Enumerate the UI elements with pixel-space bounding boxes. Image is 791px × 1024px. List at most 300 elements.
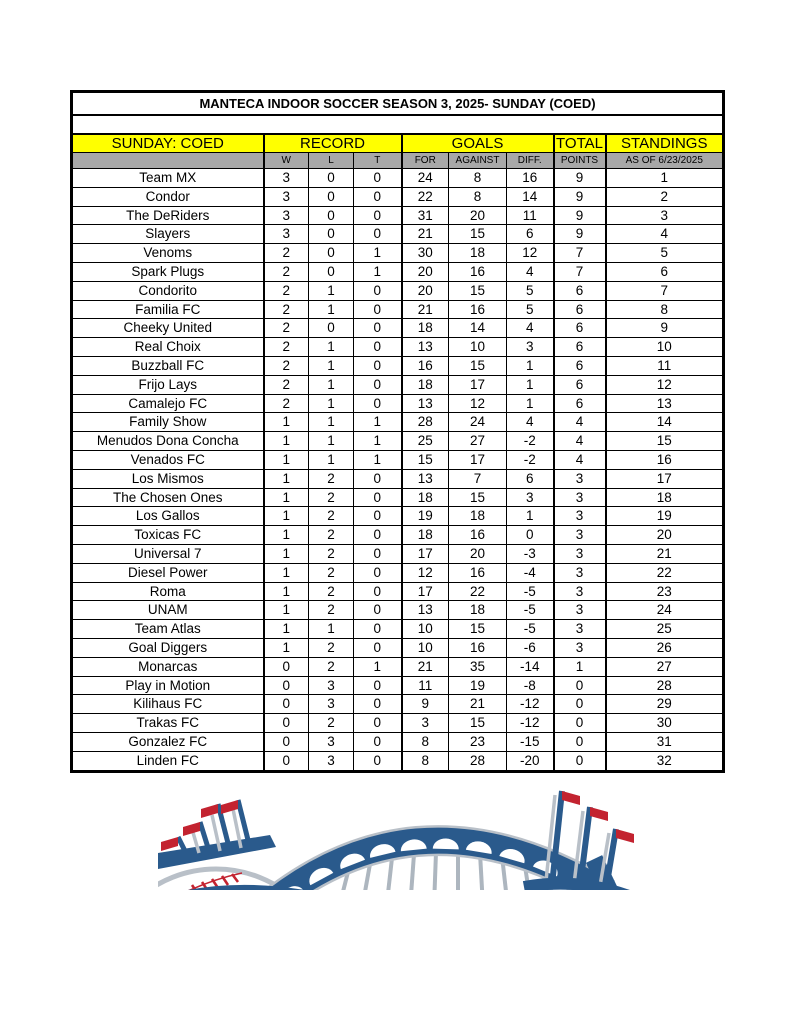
wins-cell: 2 <box>264 244 309 263</box>
losses-cell: 3 <box>309 695 354 714</box>
goals-against-cell: 27 <box>449 432 507 451</box>
losses-cell: 1 <box>309 300 354 319</box>
goal-diff-cell: -3 <box>507 544 554 563</box>
points-cell: 6 <box>554 338 606 357</box>
standing-cell: 20 <box>606 526 724 545</box>
team-name-cell: Family Show <box>72 413 264 432</box>
goals-against-cell: 28 <box>449 751 507 771</box>
points-cell: 3 <box>554 563 606 582</box>
wins-cell: 3 <box>264 169 309 188</box>
table-row <box>72 225 724 244</box>
points-cell: 3 <box>554 601 606 620</box>
losses-cell: 0 <box>309 244 354 263</box>
ties-cell: 0 <box>354 469 402 488</box>
goals-against-cell: 23 <box>449 732 507 751</box>
goals-for-cell: 13 <box>402 394 449 413</box>
goal-diff-cell: -5 <box>507 620 554 639</box>
wins-cell: 1 <box>264 469 309 488</box>
table-row <box>72 601 724 620</box>
wins-cell: 1 <box>264 544 309 563</box>
goals-for-cell: 17 <box>402 582 449 601</box>
standing-cell: 27 <box>606 657 724 676</box>
team-name-cell: Linden FC <box>72 751 264 771</box>
losses-cell: 0 <box>309 262 354 281</box>
table-row <box>72 319 724 338</box>
wins-cell: 1 <box>264 563 309 582</box>
losses-cell: 2 <box>309 507 354 526</box>
losses-cell: 1 <box>309 338 354 357</box>
points-cell: 6 <box>554 394 606 413</box>
standing-cell: 10 <box>606 338 724 357</box>
table-row <box>72 469 724 488</box>
goals-against-cell: 21 <box>449 695 507 714</box>
team-name-cell: Menudos Dona Concha <box>72 432 264 451</box>
standings-table <box>70 90 725 773</box>
ties-cell: 0 <box>354 300 402 319</box>
points-cell: 7 <box>554 244 606 263</box>
goals-for-cell: 12 <box>402 563 449 582</box>
losses-cell: 2 <box>309 526 354 545</box>
team-name-cell: Team MX <box>72 169 264 188</box>
ties-cell: 0 <box>354 620 402 639</box>
table-row <box>72 394 724 413</box>
table-row <box>72 356 724 375</box>
goals-for-cell: 19 <box>402 507 449 526</box>
standing-cell: 8 <box>606 300 724 319</box>
wins-cell: 2 <box>264 281 309 300</box>
standing-cell: 22 <box>606 563 724 582</box>
goals-for-cell: 31 <box>402 206 449 225</box>
table-row <box>72 676 724 695</box>
ties-cell: 1 <box>354 262 402 281</box>
as-of-date-subheader: AS OF 6/23/2025 <box>606 153 724 169</box>
ties-cell: 0 <box>354 732 402 751</box>
goals-for-cell: 21 <box>402 657 449 676</box>
points-cell: 0 <box>554 732 606 751</box>
team-name-cell: Spark Plugs <box>72 262 264 281</box>
losses-cell: 0 <box>309 225 354 244</box>
ties-cell: 0 <box>354 375 402 394</box>
goals-for-cell: 8 <box>402 732 449 751</box>
goals-for-cell: 28 <box>402 413 449 432</box>
wins-subheader: W <box>264 153 309 169</box>
goals-against-cell: 16 <box>449 526 507 545</box>
losses-cell: 2 <box>309 469 354 488</box>
goals-for-cell: 9 <box>402 695 449 714</box>
standing-cell: 12 <box>606 375 724 394</box>
ties-cell: 1 <box>354 244 402 263</box>
ties-cell: 0 <box>354 356 402 375</box>
table-row <box>72 262 724 281</box>
wins-cell: 2 <box>264 356 309 375</box>
ties-cell: 1 <box>354 413 402 432</box>
team-name-cell: Toxicas FC <box>72 526 264 545</box>
losses-cell: 1 <box>309 620 354 639</box>
points-cell: 0 <box>554 695 606 714</box>
team-name-cell: Frijo Lays <box>72 375 264 394</box>
ties-cell: 0 <box>354 169 402 188</box>
losses-cell: 1 <box>309 450 354 469</box>
losses-cell: 1 <box>309 281 354 300</box>
wins-cell: 3 <box>264 187 309 206</box>
ties-cell: 0 <box>354 507 402 526</box>
table-title-row <box>72 92 724 115</box>
losses-cell: 2 <box>309 657 354 676</box>
goals-for-cell: 17 <box>402 544 449 563</box>
team-name-cell: Familia FC <box>72 300 264 319</box>
goals-for-cell: 20 <box>402 262 449 281</box>
goals-for-cell: 21 <box>402 300 449 319</box>
table-row <box>72 507 724 526</box>
goals-for-cell: 21 <box>402 225 449 244</box>
ties-cell: 1 <box>354 432 402 451</box>
goals-against-cell: 16 <box>449 262 507 281</box>
team-name-cell: Kilihaus FC <box>72 695 264 714</box>
table-row <box>72 281 724 300</box>
goals-against-cell: 24 <box>449 413 507 432</box>
goals-for-cell: 16 <box>402 356 449 375</box>
goal-diff-cell: 4 <box>507 413 554 432</box>
standing-cell: 2 <box>606 187 724 206</box>
page-title: MANTECA INDOOR SOCCER SEASON 3, 2025- SUNDAY (COED) <box>72 92 724 115</box>
goal-diff-cell: 0 <box>507 526 554 545</box>
goal-diff-cell: 4 <box>507 319 554 338</box>
goals-against-cell: 8 <box>449 169 507 188</box>
table-row <box>72 338 724 357</box>
goal-diff-cell: 11 <box>507 206 554 225</box>
team-name-cell: Condor <box>72 187 264 206</box>
spacer-row <box>72 115 724 134</box>
goals-for-subheader: FOR <box>402 153 449 169</box>
points-cell: 3 <box>554 582 606 601</box>
losses-cell: 3 <box>309 732 354 751</box>
standing-cell: 1 <box>606 169 724 188</box>
ties-cell: 0 <box>354 563 402 582</box>
wins-cell: 2 <box>264 300 309 319</box>
goal-diff-cell: -20 <box>507 751 554 771</box>
goal-diff-cell: 14 <box>507 187 554 206</box>
goals-against-cell: 15 <box>449 620 507 639</box>
standing-cell: 25 <box>606 620 724 639</box>
wins-cell: 0 <box>264 695 309 714</box>
ties-cell: 0 <box>354 676 402 695</box>
points-cell: 3 <box>554 526 606 545</box>
goals-against-cell: 8 <box>449 187 507 206</box>
losses-cell: 0 <box>309 187 354 206</box>
standing-cell: 13 <box>606 394 724 413</box>
points-cell: 6 <box>554 375 606 394</box>
standing-cell: 26 <box>606 638 724 657</box>
standing-cell: 6 <box>606 262 724 281</box>
points-cell: 6 <box>554 300 606 319</box>
team-name-cell: The Chosen Ones <box>72 488 264 507</box>
goal-diff-subheader: DIFF. <box>507 153 554 169</box>
team-subheader <box>72 153 264 169</box>
team-name-cell: Slayers <box>72 225 264 244</box>
team-name-cell: Venados FC <box>72 450 264 469</box>
goal-diff-cell: -5 <box>507 582 554 601</box>
goal-diff-cell: -12 <box>507 714 554 733</box>
goal-diff-cell: 5 <box>507 300 554 319</box>
goal-diff-cell: 12 <box>507 244 554 263</box>
standing-cell: 18 <box>606 488 724 507</box>
goals-against-cell: 17 <box>449 375 507 394</box>
ties-cell: 0 <box>354 187 402 206</box>
ties-cell: 0 <box>354 319 402 338</box>
goals-against-cell: 14 <box>449 319 507 338</box>
team-name-cell: Los Mismos <box>72 469 264 488</box>
ties-cell: 0 <box>354 751 402 771</box>
goals-against-cell: 20 <box>449 544 507 563</box>
team-name-cell: Diesel Power <box>72 563 264 582</box>
team-name-cell: Play in Motion <box>72 676 264 695</box>
sub-header-row <box>72 153 724 169</box>
goal-diff-cell: -12 <box>507 695 554 714</box>
ties-cell: 0 <box>354 206 402 225</box>
losses-cell: 1 <box>309 356 354 375</box>
goals-against-cell: 16 <box>449 563 507 582</box>
points-cell: 0 <box>554 676 606 695</box>
losses-cell: 3 <box>309 676 354 695</box>
table-row <box>72 169 724 188</box>
wins-cell: 1 <box>264 450 309 469</box>
standing-cell: 32 <box>606 751 724 771</box>
goals-for-cell: 30 <box>402 244 449 263</box>
standings-header: STANDINGS <box>606 134 724 153</box>
table-row <box>72 488 724 507</box>
wins-cell: 1 <box>264 507 309 526</box>
goals-against-cell: 15 <box>449 281 507 300</box>
goals-against-cell: 35 <box>449 657 507 676</box>
group-header-row <box>72 134 724 153</box>
points-cell: 4 <box>554 432 606 451</box>
wins-cell: 1 <box>264 526 309 545</box>
goals-against-cell: 12 <box>449 394 507 413</box>
team-name-cell: Los Gallos <box>72 507 264 526</box>
wins-cell: 1 <box>264 601 309 620</box>
goals-against-cell: 16 <box>449 300 507 319</box>
goals-against-cell: 7 <box>449 469 507 488</box>
standing-cell: 28 <box>606 676 724 695</box>
points-cell: 7 <box>554 262 606 281</box>
goal-diff-cell: 1 <box>507 356 554 375</box>
table-row <box>72 526 724 545</box>
goal-diff-cell: -5 <box>507 601 554 620</box>
total-header: TOTAL <box>554 134 606 153</box>
goals-against-cell: 22 <box>449 582 507 601</box>
wins-cell: 1 <box>264 620 309 639</box>
standing-cell: 15 <box>606 432 724 451</box>
wins-cell: 2 <box>264 375 309 394</box>
standing-cell: 14 <box>606 413 724 432</box>
team-name-cell: Condorito <box>72 281 264 300</box>
team-name-cell: Team Atlas <box>72 620 264 639</box>
losses-cell: 1 <box>309 413 354 432</box>
goal-diff-cell: 6 <box>507 469 554 488</box>
team-name-cell: Trakas FC <box>72 714 264 733</box>
wins-cell: 1 <box>264 488 309 507</box>
goal-diff-cell: 1 <box>507 507 554 526</box>
table-row <box>72 450 724 469</box>
wins-cell: 0 <box>264 732 309 751</box>
table-row <box>72 657 724 676</box>
points-cell: 4 <box>554 413 606 432</box>
team-name-cell: UNAM <box>72 601 264 620</box>
points-cell: 3 <box>554 620 606 639</box>
points-cell: 3 <box>554 544 606 563</box>
losses-cell: 0 <box>309 169 354 188</box>
ties-cell: 0 <box>354 394 402 413</box>
wins-cell: 1 <box>264 432 309 451</box>
wins-cell: 1 <box>264 638 309 657</box>
points-cell: 6 <box>554 319 606 338</box>
goals-for-cell: 10 <box>402 638 449 657</box>
goals-for-cell: 18 <box>402 375 449 394</box>
goals-for-cell: 22 <box>402 187 449 206</box>
goal-diff-cell: 6 <box>507 225 554 244</box>
team-name-cell: Goal Diggers <box>72 638 264 657</box>
table-row <box>72 732 724 751</box>
goals-for-cell: 25 <box>402 432 449 451</box>
table-row <box>72 714 724 733</box>
goals-header: GOALS <box>402 134 554 153</box>
team-name-cell: Camalejo FC <box>72 394 264 413</box>
goals-for-cell: 18 <box>402 319 449 338</box>
goal-diff-cell: 1 <box>507 394 554 413</box>
goal-diff-cell: -2 <box>507 450 554 469</box>
table-row <box>72 432 724 451</box>
losses-cell: 2 <box>309 488 354 507</box>
goals-for-cell: 8 <box>402 751 449 771</box>
goals-against-subheader: AGAINST <box>449 153 507 169</box>
standing-cell: 16 <box>606 450 724 469</box>
points-cell: 9 <box>554 225 606 244</box>
points-cell: 6 <box>554 281 606 300</box>
standing-cell: 7 <box>606 281 724 300</box>
standing-cell: 9 <box>606 319 724 338</box>
standing-cell: 29 <box>606 695 724 714</box>
losses-cell: 0 <box>309 319 354 338</box>
goal-diff-cell: -14 <box>507 657 554 676</box>
team-name-cell: Real Choix <box>72 338 264 357</box>
goal-diff-cell: -6 <box>507 638 554 657</box>
goals-against-cell: 17 <box>449 450 507 469</box>
stadium-logo <box>158 787 642 890</box>
losses-cell: 2 <box>309 638 354 657</box>
goals-against-cell: 15 <box>449 488 507 507</box>
ties-cell: 0 <box>354 338 402 357</box>
points-cell: 4 <box>554 450 606 469</box>
standing-cell: 11 <box>606 356 724 375</box>
wins-cell: 0 <box>264 751 309 771</box>
ties-subheader: T <box>354 153 402 169</box>
points-cell: 0 <box>554 714 606 733</box>
losses-cell: 1 <box>309 394 354 413</box>
team-name-cell: Universal 7 <box>72 544 264 563</box>
points-cell: 0 <box>554 751 606 771</box>
standing-cell: 23 <box>606 582 724 601</box>
standing-cell: 17 <box>606 469 724 488</box>
goals-against-cell: 20 <box>449 206 507 225</box>
goals-for-cell: 20 <box>402 281 449 300</box>
standing-cell: 31 <box>606 732 724 751</box>
goal-diff-cell: 5 <box>507 281 554 300</box>
team-name-cell: Gonzalez FC <box>72 732 264 751</box>
team-name-cell: The DeRiders <box>72 206 264 225</box>
goal-diff-cell: 3 <box>507 338 554 357</box>
stadium-logo-graphic <box>158 787 642 890</box>
team-name-cell: Buzzball FC <box>72 356 264 375</box>
table-row <box>72 563 724 582</box>
standing-cell: 3 <box>606 206 724 225</box>
points-cell: 9 <box>554 187 606 206</box>
points-cell: 9 <box>554 169 606 188</box>
standing-cell: 5 <box>606 244 724 263</box>
ties-cell: 0 <box>354 695 402 714</box>
table-row <box>72 244 724 263</box>
goal-diff-cell: 1 <box>507 375 554 394</box>
goals-for-cell: 10 <box>402 620 449 639</box>
wins-cell: 0 <box>264 676 309 695</box>
points-cell: 3 <box>554 469 606 488</box>
ties-cell: 0 <box>354 488 402 507</box>
standings-table-body <box>72 169 724 772</box>
goals-against-cell: 18 <box>449 601 507 620</box>
goals-for-cell: 15 <box>402 450 449 469</box>
table-row <box>72 300 724 319</box>
record-header: RECORD <box>264 134 402 153</box>
ties-cell: 0 <box>354 601 402 620</box>
losses-cell: 1 <box>309 432 354 451</box>
goals-against-cell: 15 <box>449 714 507 733</box>
losses-cell: 3 <box>309 751 354 771</box>
goals-for-cell: 18 <box>402 488 449 507</box>
ties-cell: 0 <box>354 638 402 657</box>
losses-cell: 1 <box>309 375 354 394</box>
points-cell: 3 <box>554 507 606 526</box>
standing-cell: 30 <box>606 714 724 733</box>
losses-cell: 2 <box>309 544 354 563</box>
ties-cell: 0 <box>354 714 402 733</box>
table-row <box>72 544 724 563</box>
standing-cell: 24 <box>606 601 724 620</box>
ties-cell: 0 <box>354 544 402 563</box>
ties-cell: 0 <box>354 281 402 300</box>
wins-cell: 0 <box>264 657 309 676</box>
points-cell: 6 <box>554 356 606 375</box>
wins-cell: 1 <box>264 413 309 432</box>
goal-diff-cell: -2 <box>507 432 554 451</box>
losses-cell: 2 <box>309 714 354 733</box>
goals-for-cell: 18 <box>402 526 449 545</box>
goals-against-cell: 18 <box>449 507 507 526</box>
wins-cell: 2 <box>264 319 309 338</box>
division-header: SUNDAY: COED <box>72 134 264 153</box>
ties-cell: 0 <box>354 582 402 601</box>
losses-cell: 2 <box>309 601 354 620</box>
wins-cell: 3 <box>264 206 309 225</box>
spacer-cell <box>72 115 724 134</box>
team-name-cell: Roma <box>72 582 264 601</box>
points-cell: 9 <box>554 206 606 225</box>
team-name-cell: Cheeky United <box>72 319 264 338</box>
points-cell: 3 <box>554 638 606 657</box>
wins-cell: 2 <box>264 338 309 357</box>
table-row <box>72 187 724 206</box>
points-cell: 1 <box>554 657 606 676</box>
table-row <box>72 413 724 432</box>
goals-for-cell: 13 <box>402 338 449 357</box>
